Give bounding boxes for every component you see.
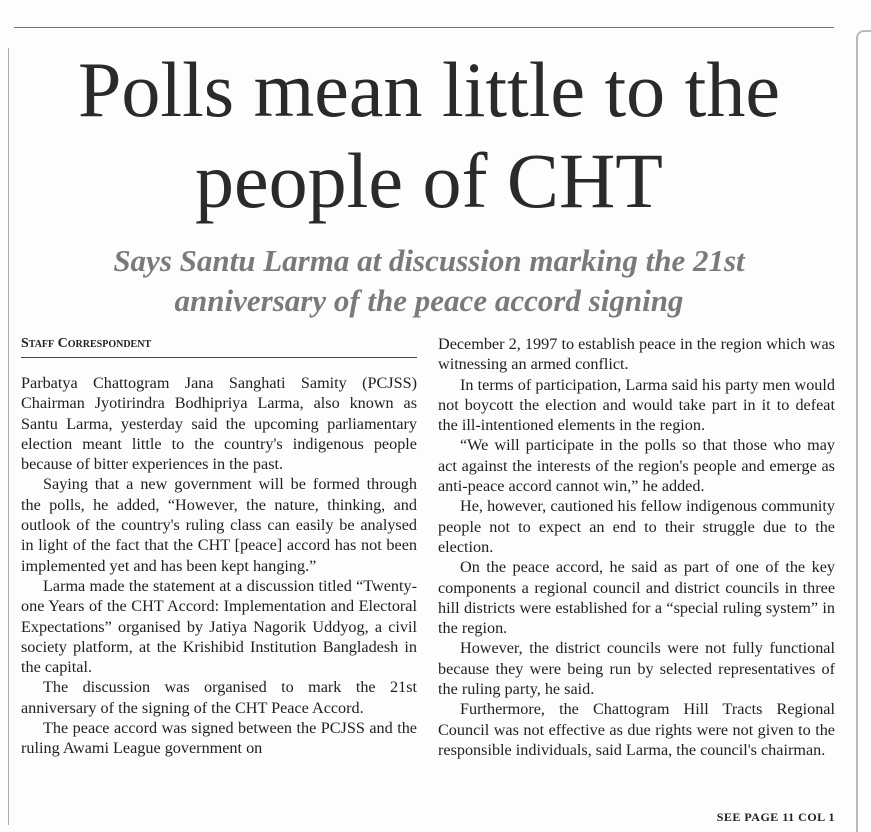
continuation-link[interactable]: SEE PAGE 11 COL 1 [716, 810, 835, 824]
byline: Staff Correspondent [21, 336, 417, 358]
paragraph: Saying that a new government will be formed through the polls, he added, “However, the nature, thinking, and outlook of the country's ruling class can easily be analysed in light of the fact that the CHT [peace] accord has not been implemented yet and has been kept hanging.” [21, 475, 417, 575]
paragraph: In terms of participation, Larma said his party men would not boycott the election and would take part in it to defeat the ill-intentioned elements in the region. [438, 375, 835, 435]
adjacent-article-edge [856, 30, 871, 832]
paragraph: The discussion was organised to mark the 21st anniversary of the signing of the CHT Peace Accord. [21, 678, 417, 717]
left-column-rule [8, 48, 9, 825]
paragraph: However, the district councils were not fully functional because they were being run by selected representatives of the ruling party, he said. [438, 639, 835, 699]
paragraph: “We will participate in the polls so that those who may act against the interests of the region's people and emerge as anti-peace accord cannot win,” he added. [438, 436, 835, 496]
previous-article-strip [0, 0, 871, 4]
top-divider [14, 27, 834, 28]
paragraph: On the peace accord, he said as part of one of the key components a regional council and district councils in three hill districts were established for a “special ruling system” in the region. [438, 558, 835, 638]
paragraph: The peace accord was signed between the PCJSS and the ruling Awami League government on [21, 719, 417, 758]
paragraph: Furthermore, the Chattogram Hill Tracts Regional Council was not effective as due rights were not given to the responsible individuals, said Larma, the council's chairman. [438, 700, 835, 759]
paragraph: Larma made the statement at a discussion titled “Twenty-one Years of the CHT Accord: Implementation and Electoral Expectations” organised by Jatiya Nagorik Uddyog, a civil society platform, at the Krishibid Institution Bangladesh in the capital. [21, 576, 417, 677]
paragraph: He, however, cautioned his fellow indigenous community people not to expect an end to their struggle due to the election. [438, 497, 835, 556]
headline: Polls mean little to the people of CHT [78, 46, 780, 224]
subheadline: Says Santu Larma at discussion marking the 21st anniversary of the peace accord signing [113, 243, 745, 318]
article-column-right [438, 334, 835, 814]
article-column-left [21, 373, 417, 825]
paragraph: December 2, 1997 to establish peace in the region which was witnessing an armed conflict. [438, 335, 835, 374]
paragraph: Parbatya Chattogram Jana Sanghati Samity (PCJSS) Chairman Jyotirindra Bodhipriya Larma, also known as Santu Larma, yesterday said the upcoming parliamentary election meant little to the country's indigenous people because of bitter experiences in the past. [21, 374, 417, 474]
